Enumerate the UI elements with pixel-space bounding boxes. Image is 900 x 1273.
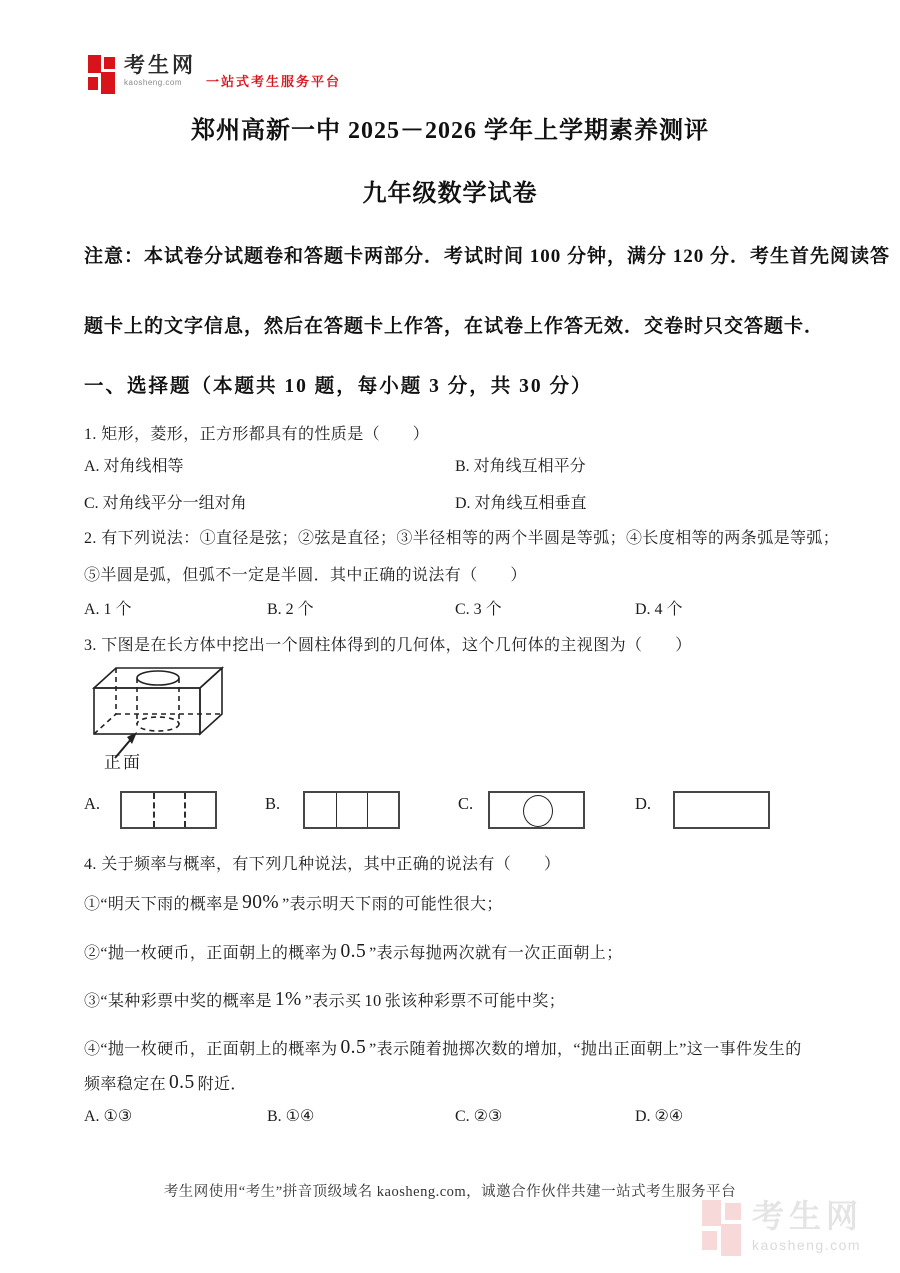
statement-text: 附近． <box>197 1076 247 1093</box>
q2-option-c: C. 3 个 <box>455 601 502 618</box>
statement-text: ”表示随着抛掷次数的增加，“抛出正面朝上”这一事件发生的 <box>369 1041 802 1058</box>
question1-options-row1 <box>84 453 844 476</box>
watermark-brand-name: 考生网 <box>752 1198 864 1234</box>
question1-stem: 1. 矩形，菱形，正方形都具有的性质是（ ） <box>84 426 430 443</box>
question3-stem: 3. 下图是在长方体中挖出一个圆柱体得到的几何体，这个几何体的主视图为（ ） <box>84 637 692 654</box>
question4-options <box>84 1106 844 1126</box>
statement-text: ”表示买 <box>304 993 362 1010</box>
question2-options <box>84 596 844 619</box>
q3-option-a-figure-dashed-lines <box>120 791 217 829</box>
q1-option-d: D. 对角线互相垂直 <box>455 495 587 512</box>
logo-block <box>702 1200 721 1226</box>
circle-shape <box>523 795 553 827</box>
q4-option-b: B. ①④ <box>267 1108 315 1125</box>
brand-tagline: 一站式考生服务平台 <box>206 74 342 89</box>
brand-domain: kaosheng.com <box>124 78 183 87</box>
section1-heading: 一、选择题（本题共 10 题，每小题 3 分，共 30 分） <box>84 376 593 397</box>
watermark-brand-domain: kaosheng.com <box>752 1237 862 1253</box>
q3-option-b-label: B. <box>265 794 281 813</box>
question2-stem-line1: 2. 有下列说法：①直径是弦；②弦是直径；③半径相等的两个半圆是等弧；④长度相等的两条弧是等弧； <box>84 530 840 547</box>
q4-option-d: D. ②④ <box>635 1108 684 1125</box>
q3-option-a-label: A. <box>84 794 101 813</box>
kaosheng-brand-text <box>124 55 196 87</box>
question3-options <box>84 785 864 835</box>
logo-block <box>88 77 98 90</box>
probability-value: 0.5 <box>340 1037 367 1058</box>
q3-option-c-label: C. <box>458 794 474 813</box>
cylinder-bottom-ellipse <box>137 717 179 731</box>
logo-block <box>702 1231 717 1250</box>
notice-line-1: 注意：本试卷分试题卷和答题卡两部分．考试时间 100 分钟，满分 120 分．考生首先阅读答 <box>84 246 891 267</box>
q3-option-d-figure-plain <box>673 791 770 829</box>
dashed-divider <box>153 793 155 827</box>
logo-block <box>104 57 115 69</box>
statement-text: ③“某种彩票中奖的概率是 <box>84 993 272 1010</box>
probability-value: 1% <box>274 989 302 1010</box>
q4-statement-4-line1 <box>84 1036 802 1059</box>
watermark-text <box>752 1200 863 1252</box>
page-title: 郑州高新一中 2025－2026 学年上学期素养测评 <box>191 118 709 144</box>
statement-text: ④“抛一枚硬币，正面朝上的概率为 <box>84 1041 338 1058</box>
kaosheng-logo-icon <box>88 55 117 94</box>
question1-options-row2 <box>84 490 844 513</box>
notice-line-2: 题卡上的文字信息，然后在答题卡上作答，在试卷上作答无效．交卷时只交答题卡． <box>84 316 825 337</box>
solid-divider <box>336 793 337 827</box>
q2-option-d: D. 4 个 <box>635 601 683 618</box>
box-right-face <box>200 668 222 734</box>
logo-block <box>88 55 101 73</box>
q4-statement-2 <box>84 940 623 963</box>
kaosheng-logo <box>88 55 341 94</box>
box-front-face <box>94 688 200 734</box>
q1-option-b: B. 对角线互相平分 <box>455 458 586 475</box>
statement-text: ②“抛一枚硬币，正面朝上的概率为 <box>84 945 338 962</box>
hidden-edge-diagonal <box>94 714 116 734</box>
footer-text: 考生网使用“考生”拼音顶级域名 kaosheng.com，诚邀合作伙伴共建一站式考生服务平台 <box>163 1184 737 1200</box>
cylinder-top-ellipse <box>137 671 179 685</box>
probability-value: 90% <box>242 892 280 913</box>
statement-text: ”表示明天下雨的可能性很大； <box>282 896 503 913</box>
q1-option-a: A. 对角线相等 <box>84 458 184 475</box>
q1-option-c: C. 对角线平分一组对角 <box>84 495 247 512</box>
q2-option-b: B. 2 个 <box>267 601 314 618</box>
question2-stem-line2: ⑤半圆是弧，但弧不一定是半圆．其中正确的说法有（ ） <box>84 567 527 584</box>
statement-text: 张该种彩票不可能中奖； <box>384 993 566 1010</box>
figure-front-label: 正面 <box>104 753 142 772</box>
statement-text: ①“明天下雨的概率是 <box>84 896 240 913</box>
watermark-logo-icon <box>702 1200 744 1256</box>
q4-option-a: A. ①③ <box>84 1108 133 1125</box>
ticket-count: 10 <box>364 991 382 1010</box>
probability-value: 0.5 <box>169 1072 195 1093</box>
q2-option-a: A. 1 个 <box>84 601 132 618</box>
q4-statement-1 <box>84 891 503 914</box>
probability-value: 0.5 <box>340 941 367 962</box>
dashed-divider <box>184 793 186 827</box>
exam-subtitle: 九年级数学试卷 <box>362 181 538 207</box>
brand-name: 考生网 <box>124 54 196 77</box>
q4-option-c: C. ②③ <box>455 1108 503 1125</box>
q4-statement-3 <box>84 988 565 1011</box>
q4-statement-4-line2 <box>84 1071 247 1094</box>
statement-text: 频率稳定在 <box>84 1076 167 1093</box>
logo-block <box>721 1224 741 1256</box>
statement-text: ”表示每抛两次就有一次正面朝上； <box>369 945 623 962</box>
solid-divider <box>367 793 368 827</box>
q3-option-b-figure-solid-lines <box>303 791 400 829</box>
kaosheng-watermark <box>702 1200 863 1256</box>
logo-block <box>725 1203 741 1220</box>
question4-stem: 4. 关于频率与概率，有下列几种说法，其中正确的说法有（ ） <box>84 856 561 873</box>
q3-option-d-label: D. <box>635 794 652 813</box>
q3-option-c-figure-circle <box>488 791 585 829</box>
logo-block <box>101 72 115 94</box>
